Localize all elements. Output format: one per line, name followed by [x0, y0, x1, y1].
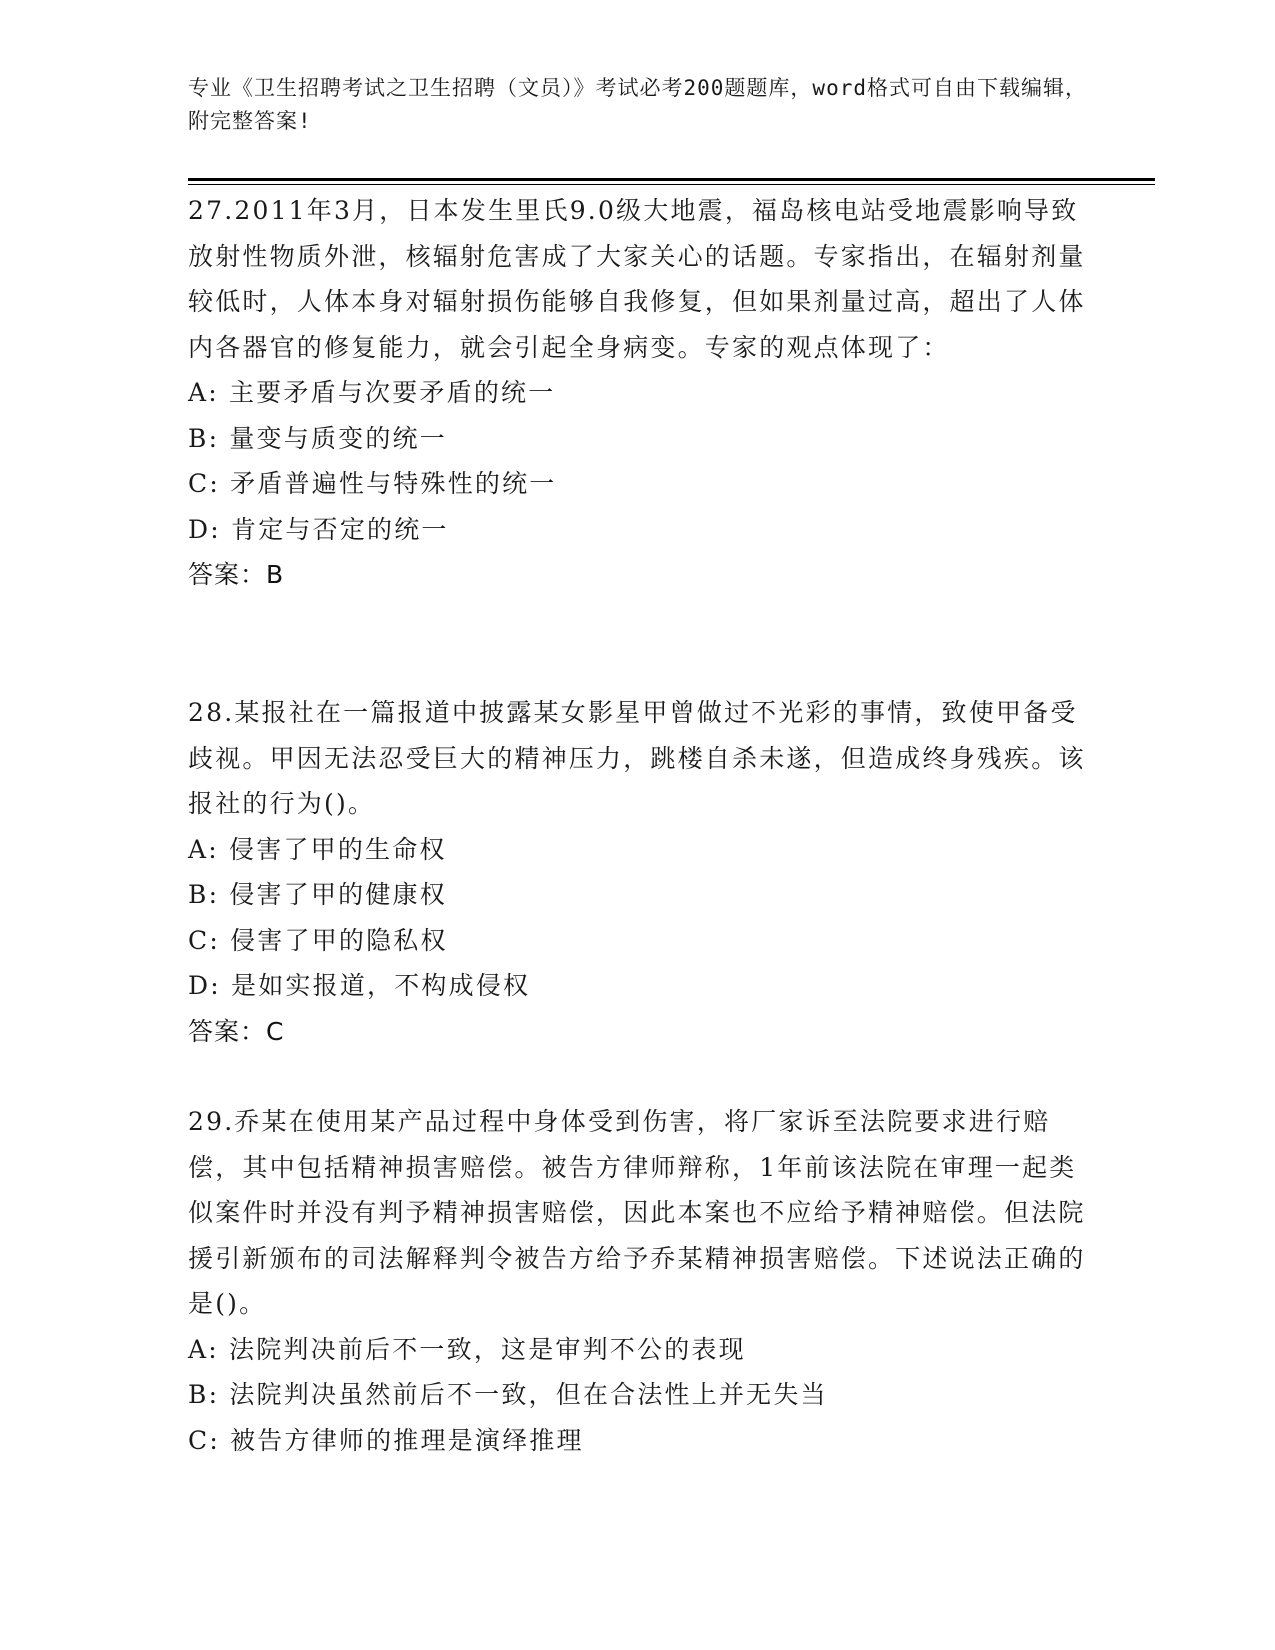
question-stem: 27.2011年3月，日本发生里氏9.0级大地震，福岛核电站受地震影响导致放射性物质外泄，核辐射危害成了大家关心的话题。专家指出，在辐射剂量较低时，人体本身对辐射损伤能够自我修复，但如果剂量过高，超出了人体内各器官的修复能力，就会引起全身病变。专家的观点体现了： [188, 196, 1086, 362]
option-a: A: 侵害了甲的生命权 [188, 834, 447, 864]
answer-line: 答案：B [188, 560, 285, 589]
option-c: C: 矛盾普遍性与特殊性的统一 [188, 469, 557, 498]
question-stem: 29.乔某在使用某产品过程中身体受到伤害，将厂家诉至法院要求进行赔偿，其中包括精神损害赔偿。被告方律师辩称，1年前该法院在审理一起类似案件时并没有判予精神损害赔偿，因此本案也不应给予精神赔偿。但法院援引新颁布的司法解释判令被告方给予乔某精神损害赔偿。下述说法正确的是()。 [188, 1107, 1086, 1318]
option-d: D: 肯定与否定的统一 [188, 514, 449, 544]
question-stem: 28.某报社在一篇报道中披露某女影星甲曾做过不光彩的事情，致使甲备受歧视。甲因无法忍受巨大的精神压力，跳楼自杀未遂，但造成终身残疾。该报社的行为()。 [188, 698, 1086, 818]
option-b: B: 侵害了甲的健康权 [188, 880, 447, 909]
header-divider-thin [188, 184, 1155, 185]
option-d: D: 是如实报道，不构成侵权 [188, 971, 531, 1000]
header-divider-thick [188, 178, 1155, 181]
answer-line: 答案：C [188, 1016, 285, 1046]
document-header: 专业《卫生招聘考试之卫生招聘（文员）》考试必考200题题库，word格式可自由下载编辑，附完整答案! [188, 76, 1087, 133]
option-a: A: 法院判决前后不一致，这是审判不公的表现 [188, 1334, 746, 1364]
option-c: C: 被告方律师的推理是演绎推理 [188, 1425, 584, 1455]
option-a: A: 主要矛盾与次要矛盾的统一 [188, 378, 556, 407]
option-b: B: 法院判决虽然前后不一致，但在合法性上并无失当 [188, 1380, 828, 1409]
question-28 [188, 690, 1088, 1054]
question-27 [188, 188, 1088, 598]
question-29 [188, 1099, 1088, 1463]
option-b: B: 量变与质变的统一 [188, 423, 447, 453]
option-c: C: 侵害了甲的隐私权 [188, 925, 448, 955]
